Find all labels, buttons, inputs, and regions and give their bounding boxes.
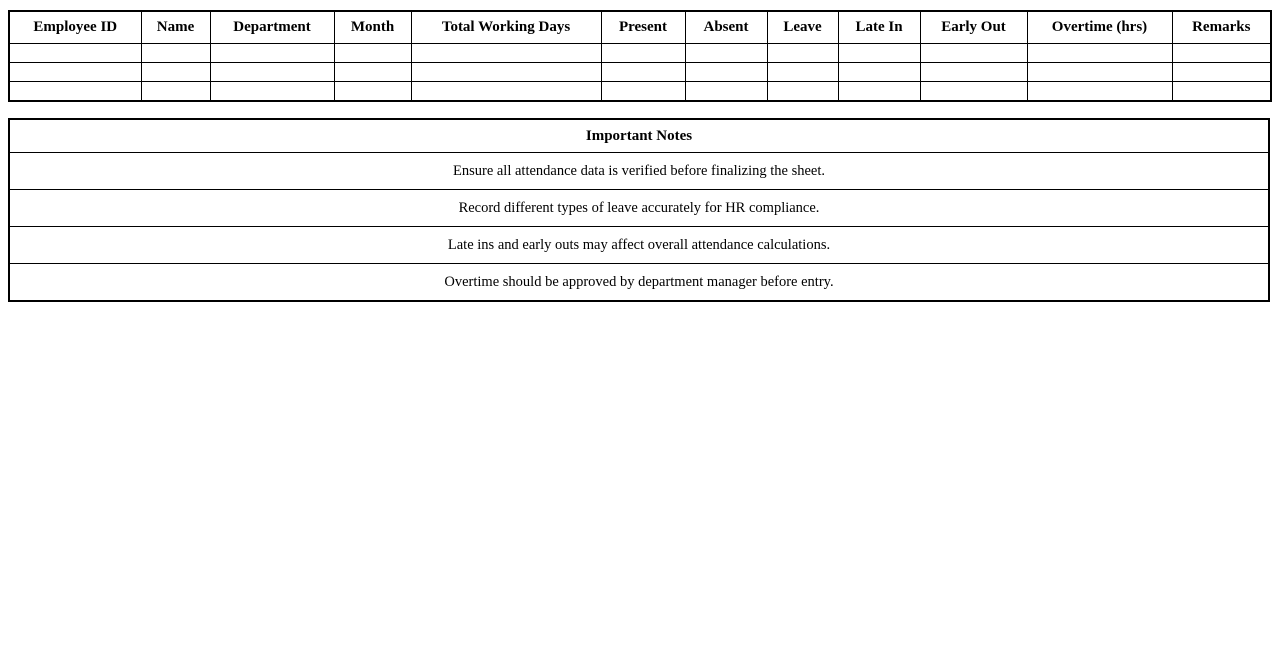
empty-cell xyxy=(601,82,685,102)
empty-cell xyxy=(1027,44,1172,63)
empty-cell xyxy=(141,82,210,102)
column-header-leave: Leave xyxy=(767,11,838,44)
column-header-overtime: Overtime (hrs) xyxy=(1027,11,1172,44)
attendance-table xyxy=(8,10,1272,102)
empty-cell xyxy=(685,44,767,63)
empty-cell xyxy=(1172,63,1271,82)
column-header-month: Month xyxy=(334,11,411,44)
empty-cell xyxy=(1172,82,1271,102)
column-header-present: Present xyxy=(601,11,685,44)
empty-cell xyxy=(920,82,1027,102)
empty-cell xyxy=(920,63,1027,82)
note-text: Overtime should be approved by department manager before entry. xyxy=(9,264,1269,302)
notes-title: Important Notes xyxy=(9,119,1269,153)
empty-cell xyxy=(411,44,601,63)
attendance-data-row xyxy=(9,82,1271,102)
empty-cell xyxy=(9,82,141,102)
empty-cell xyxy=(767,44,838,63)
note-text: Late ins and early outs may affect overall attendance calculations. xyxy=(9,227,1269,264)
empty-cell xyxy=(1172,44,1271,63)
empty-cell xyxy=(1027,63,1172,82)
empty-cell xyxy=(141,44,210,63)
column-header-remarks: Remarks xyxy=(1172,11,1271,44)
notes-header-row xyxy=(9,119,1269,153)
column-header-absent: Absent xyxy=(685,11,767,44)
empty-cell xyxy=(601,63,685,82)
empty-cell xyxy=(685,82,767,102)
empty-cell xyxy=(920,44,1027,63)
empty-cell xyxy=(9,44,141,63)
attendance-data-row xyxy=(9,44,1271,63)
empty-cell xyxy=(1027,82,1172,102)
empty-cell xyxy=(838,82,920,102)
empty-cell xyxy=(838,44,920,63)
column-header-department: Department xyxy=(210,11,334,44)
empty-cell xyxy=(210,44,334,63)
note-row xyxy=(9,190,1269,227)
column-header-early-out: Early Out xyxy=(920,11,1027,44)
column-header-employee-id: Employee ID xyxy=(9,11,141,44)
attendance-header-row xyxy=(9,11,1271,44)
note-text: Ensure all attendance data is verified before finalizing the sheet. xyxy=(9,153,1269,190)
attendance-data-row xyxy=(9,63,1271,82)
important-notes-table xyxy=(8,118,1270,302)
empty-cell xyxy=(601,44,685,63)
empty-cell xyxy=(767,63,838,82)
empty-cell xyxy=(334,44,411,63)
empty-cell xyxy=(411,82,601,102)
note-text: Record different types of leave accurately for HR compliance. xyxy=(9,190,1269,227)
empty-cell xyxy=(767,82,838,102)
column-header-name: Name xyxy=(141,11,210,44)
note-row xyxy=(9,153,1269,190)
empty-cell xyxy=(210,63,334,82)
column-header-total-working-days: Total Working Days xyxy=(411,11,601,44)
note-row xyxy=(9,264,1269,302)
empty-cell xyxy=(334,82,411,102)
empty-cell xyxy=(334,63,411,82)
empty-cell xyxy=(210,82,334,102)
empty-cell xyxy=(838,63,920,82)
empty-cell xyxy=(685,63,767,82)
note-row xyxy=(9,227,1269,264)
empty-cell xyxy=(411,63,601,82)
empty-cell xyxy=(9,63,141,82)
empty-cell xyxy=(141,63,210,82)
column-header-late-in: Late In xyxy=(838,11,920,44)
